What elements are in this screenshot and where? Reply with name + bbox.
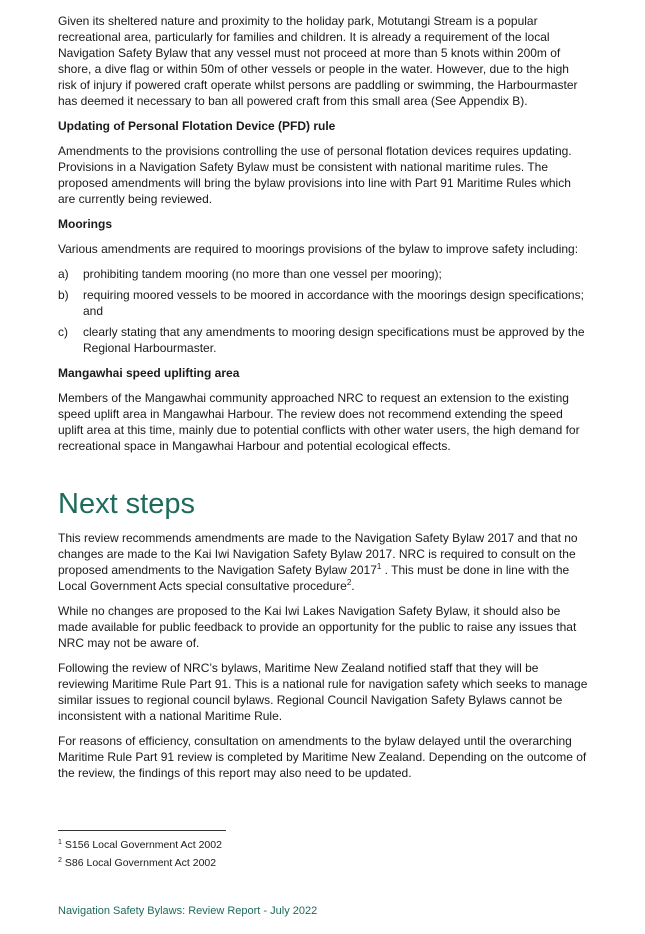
moorings-heading: Moorings (58, 217, 112, 231)
moorings-intro: Various amendments are required to moorings provisions of the bylaw to improve safety including: (58, 242, 579, 256)
next-steps-paragraph-3: Following the review of NRC’s bylaws, Maritime New Zealand notified staff that they will be reviewing Maritime Rule Part 91. This is a national rule for navigation safety which seeks to manage similar issues to regional council bylaws. Regional Council Navigation Safety Bylaws cannot be inconsistent with a national Maritime Rule. (58, 661, 588, 723)
footnote-number: 2 (58, 856, 62, 864)
next-steps-paragraph-1 (58, 530, 590, 594)
footnote-2 (58, 856, 216, 870)
moorings-list (58, 266, 590, 356)
mangawhai-heading: Mangawhai speed uplifting area (58, 366, 240, 380)
document-page (58, 13, 590, 790)
list-text: prohibiting tandem mooring (no more than one vessel per mooring); (83, 267, 442, 281)
list-item (58, 324, 590, 356)
next-steps-title: Next steps (58, 488, 195, 520)
page-footer: Navigation Safety Bylaws: Review Report - July 2022 (58, 905, 318, 917)
list-item (58, 266, 590, 282)
footnote-ref-1[interactable]: 1 (376, 562, 382, 571)
next-steps-p1-text-a: This review recommends amendments are made to the Navigation Safety Bylaw 2017 and that no changes are made to the Kai Iwi Navigation Safety Bylaw 2017. NRC is required to consult on the proposed amendments to the Navigation Safety Bylaw 2017 (58, 531, 578, 577)
footnote-text: S156 Local Government Act 2002 (64, 839, 222, 851)
list-letter: b) (58, 288, 69, 302)
footnote-ref-2[interactable]: 2 (346, 578, 352, 587)
footnote-1 (58, 838, 222, 852)
next-steps-paragraph-4: For reasons of efficiency, consultation on amendments to the bylaw delayed until the overarching Maritime Rule Part 91 review is completed by Maritime New Zealand. Depending on the outcome of the review, the findings of this report may also need to be updated. (58, 734, 587, 780)
pfd-heading: Updating of Personal Flotation Device (PFD) rule (58, 119, 336, 133)
next-steps-paragraph-2: While no changes are proposed to the Kai Iwi Lakes Navigation Safety Bylaw, it should also be made available for public feedback to provide an opportunity for the public to raise any issues that NRC may not be aware of. (58, 604, 577, 650)
next-steps-p1-text-c: . (351, 579, 355, 593)
list-text: requiring moored vessels to be moored in accordance with the moorings design specifications; and (83, 288, 584, 318)
list-text: clearly stating that any amendments to mooring design specifications must be approved by the Regional Harbourmaster. (83, 325, 585, 355)
motutangi-paragraph: Given its sheltered nature and proximity to the holiday park, Motutangi Stream is a popular recreational area, particularly for families and children. It is already a requirement of the local Navigation Safety Bylaw that any vessel must not proceed at more than 5 knots within 200m of shore, a dive flag or within 50m of other vessels or people in the water. However, due to the high risk of injury if powered craft operate whilst persons are paddling or swimming, the Harbourmaster has deemed it necessary to ban all powered craft from this small area (See Appendix B). (58, 14, 578, 108)
list-item (58, 287, 590, 319)
list-letter: a) (58, 267, 69, 281)
list-letter: c) (58, 325, 68, 339)
mangawhai-paragraph: Members of the Mangawhai community approached NRC to request an extension to the existing speed uplift area in Mangawhai Harbour. The review does not recommend extending the speed uplift area at this time, mainly due to potential conflicts with other water users, the high demand for recreational space in Mangawhai Harbour and potential ecological effects. (58, 391, 580, 453)
next-steps-p1-text-b: . This must be done in line with the Local Government Acts special consultative procedure (58, 563, 570, 593)
footnote-divider (58, 830, 226, 831)
pfd-paragraph: Amendments to the provisions controlling the use of personal flotation devices requires updating. Provisions in a Navigation Safety Bylaw must be consistent with national maritime rules. The proposed amendments will bring the bylaw provisions into line with Part 91 Maritime Rules which are currently being reviewed. (58, 144, 572, 206)
footnote-text: S86 Local Government Act 2002 (64, 857, 217, 869)
footnote-number: 1 (58, 838, 62, 846)
